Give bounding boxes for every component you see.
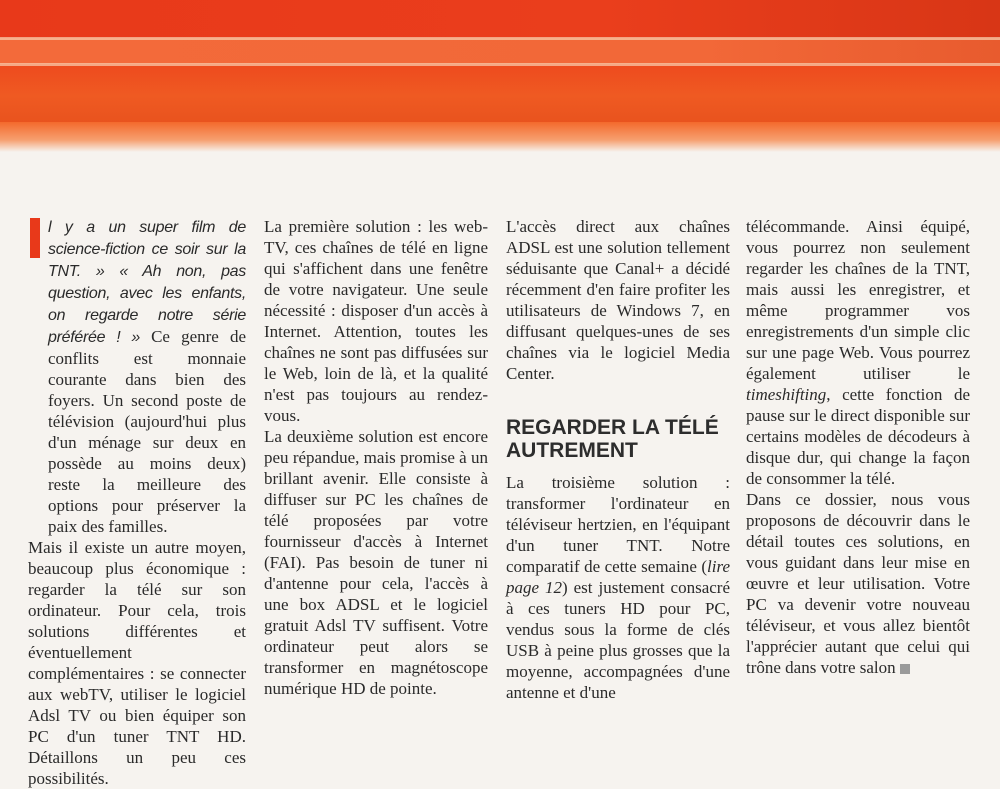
header-banner [0, 0, 1000, 152]
body-paragraph: L'accès direct aux chaînes ADSL est une solution tellement séduisante que Canal+ a décidé récemment d'en faire profiter les utilisateurs de Windows 7, en diffusant quelques-unes de ses chaînes via le logiciel Media Center. [506, 217, 730, 383]
banner-stripe-light [0, 38, 1000, 64]
banner-stripe-main [0, 64, 1000, 122]
body-paragraph: La première solution : les web-TV, ces chaînes de télé en ligne qui s'affichent dans une fenêtre de votre navigateur. Une seule nécessité : disposer d'un accès à Internet. Attention, toutes les chaînes ne sont pas diffusées sur le Web, loin de là, et la qualité n'est pas toujours au rendez-vous. [264, 217, 488, 425]
article-column-4 [746, 216, 970, 678]
body-paragraph [746, 216, 970, 489]
body-paragraph: Mais il existe un autre moyen, beaucoup plus économique : regarder la télé sur son ordinateur. Pour cela, trois solutions différentes et éventuellement complémentaires : se connecter aux webTV, utiliser le logiciel Adsl TV ou bien équiper son PC d'un tuner TNT HD. Détaillons un peu ces possibilités. [28, 538, 246, 788]
end-of-article-icon [900, 664, 910, 674]
banner-seam [0, 37, 1000, 40]
banner-seam [0, 63, 1000, 66]
article-column-2 [264, 216, 488, 699]
banner-stripe-top [0, 0, 1000, 38]
text-run: Dans ce dossier, nous vous proposons de découvrir dans le détail toutes ces solutions, en vous guidant dans leur mise en œuvre et leur utilisation. Votre PC va devenir votre nouveau téléviseur, et vous allez bientôt l'apprécier autant que celui qui trône dans votre salon [746, 490, 970, 677]
article-column-1 [28, 216, 246, 789]
text-run: La troisième solution : transformer l'ordinateur en téléviseur hertzien, en l'équipant d'un tuner TNT. Notre comparatif de cette semaine ( [506, 473, 730, 576]
text-run: télécommande. Ainsi équipé, vous pourrez non seulement regarder les chaînes de la TNT, mais aussi les enregistrer, et même programmer vos enregistrements d'un simple clic sur une page Web. Vous pourrez également utiliser le [746, 217, 970, 383]
intro-paragraph [28, 216, 246, 537]
body-paragraph [506, 472, 730, 703]
body-paragraph: La deuxième solution est encore peu répandue, mais promise à un brillant avenir. Elle consiste à diffuser sur PC les chaînes de télé proposées par votre fournisseur d'accès à Internet (FAI). Pas besoin de tuner ni d'antenne pour cela, l'accès à une box ADSL et le logiciel gratuit Adsl TV suffisent. Votre ordinateur peut alors se transformer en magnétoscope numérique HD de pointe. [264, 427, 488, 698]
article-column-3 [506, 216, 730, 703]
body-paragraph [746, 489, 970, 678]
banner-stripe-fade [0, 122, 1000, 152]
text-run: ) est justement consacré à ces tuners HD pour PC, vendus sous la forme de clés USB à peine plus grosses que la moyenne, accompagnées d'une antenne et d'une [506, 578, 731, 702]
intro-text: Ce genre de conflits est monnaie courante dans bien des foyers. Un second poste de télévision (aujourd'hui plus d'un ménage sur deux en possède au moins deux) reste la meilleure des options pour préserver la paix des familles. [48, 327, 246, 536]
term-timeshifting: timeshifting [746, 385, 827, 404]
page-reference: lire page 12 [506, 557, 730, 597]
section-heading: REGARDER LA TÉLÉ AUTREMENT [506, 416, 719, 462]
lead-quote: l y a un super film de science-fiction ce soir sur la TNT. » « Ah non, pas question, avec les enfants, on regarde notre série préférée ! » [48, 219, 246, 346]
text-run: , cette fonction de pause sur le direct disponible sur certains modèles de décodeurs à disque dur, qui change la façon de consommer la télé. [746, 385, 970, 488]
